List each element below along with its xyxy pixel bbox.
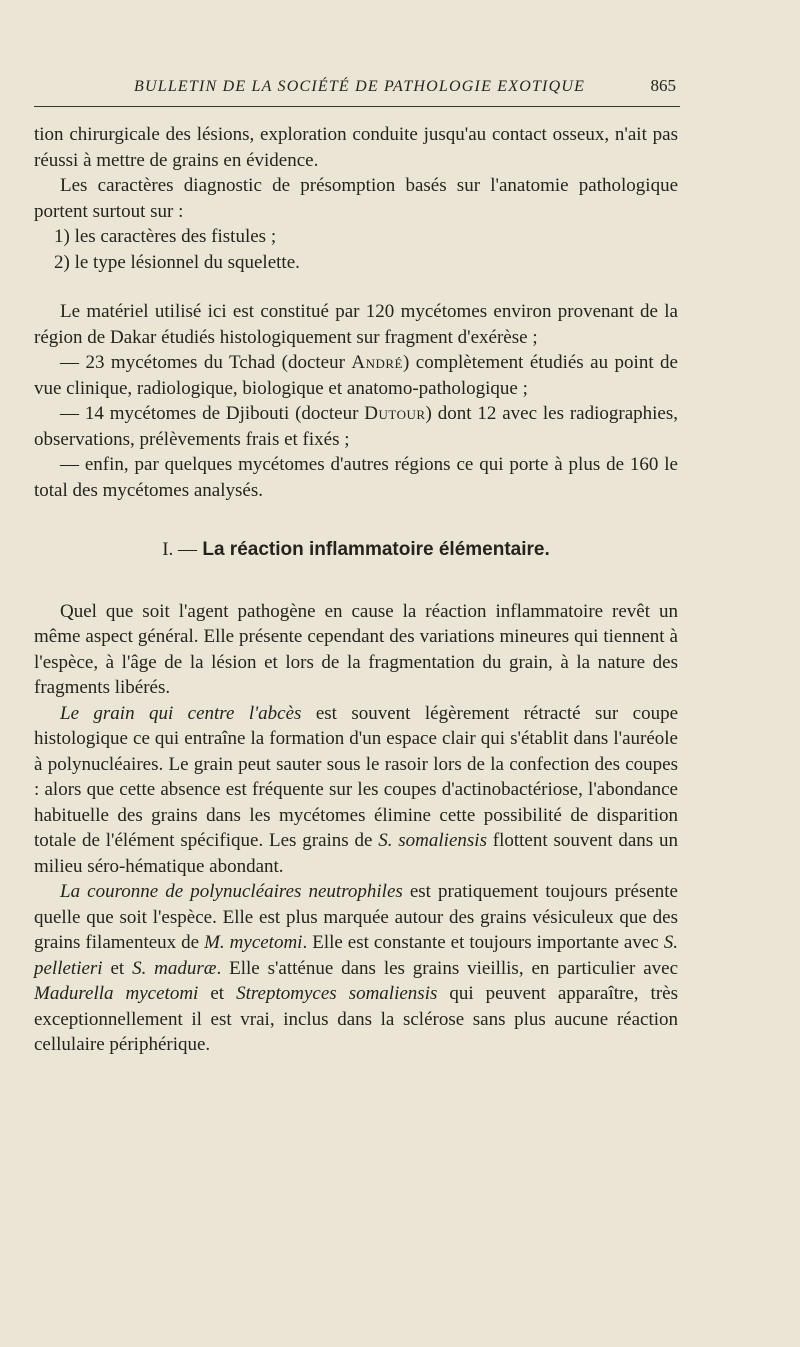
- paragraph-continued: tion chirurgicale des lésions, exploration conduite jusqu'au contact osseux, n'ait pas réussi à mettre de grains en évidence.: [34, 124, 678, 171]
- list-item-fistules: 1) les caractères des fistules ;: [54, 226, 277, 247]
- journal-title: BULLETIN DE LA SOCIÉTÉ DE PATHOLOGIE EXOTIQUE: [134, 78, 586, 95]
- paragraph-diagnostic: Les caractères diagnostic de présomption basés sur l'anatomie pathologique portent surtout sur :: [34, 175, 678, 222]
- author-dutour: Dutour: [364, 403, 426, 424]
- body-text: [34, 122, 678, 1058]
- paragraph-agent-pathogene: Quel que soit l'agent pathogène en cause la réaction inflammatoire revêt un même aspect général. Elle présente cependant des variations mineures qui tiennent à l'espèce, à l'âge de la lésion et lors de la fragmentation du grain, à la nature des fragments libérés.: [34, 600, 678, 698]
- paragraph-lead-couronne: La couronne de polynucléaires neutrophiles: [60, 881, 403, 902]
- paragraph-lead-grain: Le grain qui centre l'abcès: [60, 702, 302, 724]
- author-andre: André: [351, 352, 403, 373]
- paragraph-materiel: Le matériel utilisé ici est constitué par 120 mycétomes environ provenant de la région de Dakar étudiés histologiquement sur fragment d'exérèse ;: [34, 301, 678, 348]
- running-header: [34, 76, 680, 107]
- section-title: La réaction inflammatoire élémentaire.: [202, 539, 550, 560]
- list-item-squelette: 2) le type lésionnel du squelette.: [54, 251, 300, 273]
- section-number: I. —: [162, 539, 198, 560]
- page-number: 865: [650, 76, 676, 95]
- paragraph-grain: Le grain qui centre l'abcès est souvent légèrement rétracté sur coupe histologique ce qui entraîne la formation d'un espace clair qui s'établit dans l'auréole à polynucléaires. Le grain peut sauter sous le rasoir lors de la confection des coupes : alors que cette absence est fréquente sur les coupes d'actinobactériose, l'abondance habituelle des grains dans les mycétomes élimine cette possibilité de disparition totale de l'élément spécifique. Les grains de S. somaliensis flottent souvent dans un milieu séro-hématique abondant.: [34, 702, 678, 877]
- section-heading: [34, 537, 678, 563]
- paragraph-djibouti: — 14 mycétomes de Djibouti (docteur Dutour) dont 12 avec les radiographies, observations, prélèvements frais et fixés ;: [34, 403, 678, 450]
- paragraph-couronne: La couronne de polynucléaires neutrophiles est pratiquement toujours présente quelle que soit l'espèce. Elle est plus marquée autour des grains vésiculeux que des grains filamenteux de M. mycetomi. Elle est constante et toujours importante avec S. pelletieri et S. maduræ. Elle s'atténue dans les grains vieillis, en particulier avec Madurella mycetomi et Streptomyces somaliensis qui peuvent apparaître, très exceptionnellement il est vrai, inclus dans la sclérose sans plus aucune réaction cellulaire périphérique.: [34, 881, 678, 1055]
- paragraph-autres-regions: — enfin, par quelques mycétomes d'autres régions ce qui porte à plus de 160 le total des mycétomes analysés.: [34, 454, 678, 501]
- paragraph-tchad: — 23 mycétomes du Tchad (docteur André) complètement étudiés au point de vue clinique, radiologique, biologique et anatomo-pathologique ;: [34, 352, 678, 399]
